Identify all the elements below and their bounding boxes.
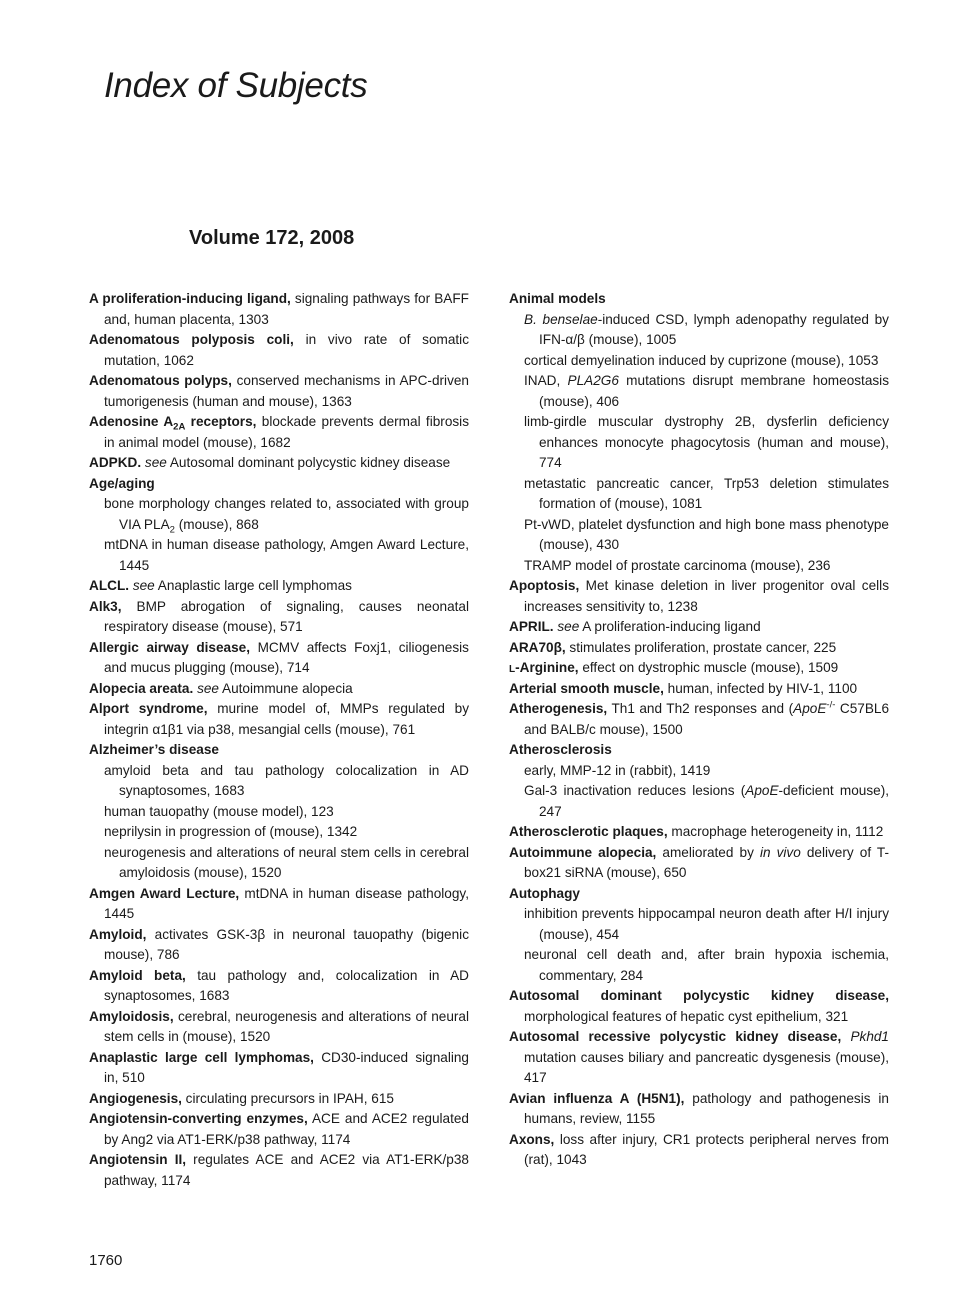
index-term: Apoptosis, [509,578,580,593]
index-entry [509,576,889,617]
index-entry [509,1089,889,1130]
index-entry [89,576,469,597]
index-entry [89,474,469,495]
index-subentry [89,494,469,535]
index-term: Adenosine A [89,414,174,429]
entry-text: Autoimmune alopecia [218,680,353,696]
subentry-text: human tauopathy (mouse model), 123 [104,803,334,819]
entry-text-suffix: delivery of T-box21 siRNA (mouse), 650 [524,844,889,880]
index-entry [89,740,469,761]
entry-text-suffix: mutation causes biliary and pancreatic dysgenesis (mouse), 417 [524,1049,889,1085]
index-term: Alk3, [89,598,122,614]
index-term: Angiotensin II, [89,1152,187,1167]
index-subentry [509,556,889,577]
index-term: ADPKD. [89,455,142,470]
index-term: Adenomatous polyposis coli, [89,332,294,347]
term-subscript: 2A [173,421,186,433]
index-subentry [89,843,469,884]
index-entry [509,843,889,884]
page-title: Index of Subjects [104,66,368,105]
see-reference: see [132,578,155,593]
page-number: 1760 [89,1252,123,1269]
entry-text: ACE and ACE2 regulated by Ang2 via AT1-ERK/p38 pathway, 1174 [104,1111,469,1147]
volume-heading: Volume 172, 2008 [189,227,355,249]
index-term: ARA70β, [509,639,566,655]
entry-text: A proliferation-inducing ligand [579,619,761,634]
entry-text: human, infected by HIV-1, 1100 [663,680,858,696]
index-entry [509,679,889,700]
index-term-prefix: l [509,660,516,675]
index-subentry [89,802,469,823]
index-entry [509,822,889,843]
index-term: Autosomal dominant polycystic kidney disease, [509,988,889,1003]
entry-text: in vivo rate of somatic mutation, 1062 [104,332,470,368]
subentry-text: amyloid beta and tau pathology colocalization in AD synaptosomes, 1683 [104,762,469,798]
index-entry [89,289,469,330]
index-term: Angiotensin-converting enzymes, [89,1111,308,1126]
entry-text: Th1 and Th2 responses and ( [607,701,794,716]
index-term: -Arginine, [515,660,579,675]
subentry-text: bone morphology changes related to, associated with group VIA PLA [104,496,469,532]
index-entry [89,1109,469,1150]
index-entry [509,289,889,310]
entry-text: activates GSK-3β in neuronal tauopathy (bigenic mouse), 786 [104,926,469,962]
index-entry [89,1089,469,1110]
entry-text: pathology and pathogenesis in humans, review, 1155 [524,1090,889,1126]
entry-italic: in vivo [759,844,801,860]
entry-text: Autosomal dominant polycystic kidney disease [166,455,451,470]
index-subentry [509,781,889,822]
index-entry [89,884,469,925]
entry-text: loss after injury, CR1 protects peripheral nerves from (rat), 1043 [524,1131,889,1167]
index-term: Adenomatous polyps, [89,373,232,388]
entry-text: morphological features of hepatic cyst epithelium, 321 [524,1008,849,1024]
index-entry [509,740,889,761]
index-term: Alzheimer’s disease [89,742,219,757]
see-reference: see [197,680,219,696]
index-entry [89,330,469,371]
index-entry [89,679,469,700]
subentry-text: inhibition prevents hippocampal neuron death after H/I injury (mouse), 454 [524,906,889,942]
index-entry [89,1007,469,1048]
index-entry [509,617,889,638]
index-subentry [509,351,889,372]
index-subentry [509,515,889,556]
entry-text: Met kinase deletion in liver progenitor oval cells increases sensitivity to, 1238 [524,578,889,614]
index-entry [89,371,469,412]
entry-text: CD30-induced signaling in, 510 [104,1049,469,1085]
index-subentry [509,371,889,412]
subentry-text: early, MMP-12 in (rabbit), 1419 [524,762,711,778]
index-entry [89,638,469,679]
index-subentry [509,761,889,782]
index-subentry [509,310,889,351]
index-term: A proliferation-inducing ligand, [89,291,291,306]
see-reference: see [557,619,580,634]
index-term: Amyloidosis, [89,1008,174,1024]
index-entry [89,453,469,474]
subentry-prefix: Gal-3 inactivation reduces lesions ( [524,783,746,798]
index-entry [509,699,889,740]
index-term: Atherosclerotic plaques, [509,824,668,839]
subentry-text: cortical demyelination induced by cuprizone (mouse), 1053 [524,352,879,368]
subentry-text: -induced CSD, lymph adenopathy regulated by IFN-α/β (mouse), 1005 [539,311,889,347]
index-subentry [509,412,889,474]
subentry-text: mutations disrupt membrane homeostasis (mouse), 406 [539,373,890,409]
index-term: Angiogenesis, [89,1090,182,1106]
entry-text-suffix: C57BL6 and BALB/c mouse), 1500 [524,701,890,737]
index-subentry [89,535,469,576]
index-entry [89,412,469,453]
entry-text: cerebral, neurogenesis and alterations of neural stem cells in (mouse), 1520 [104,1008,469,1044]
index-term: Atherosclerosis [509,742,612,757]
subentry-italic: PLA2G6 [567,373,619,388]
index-subentry [509,945,889,986]
index-term: Anaplastic large cell lymphomas, [89,1049,314,1065]
subentry-text: neurogenesis and alterations of neural stem cells in cerebral amyloidosis (mouse), 1520 [104,844,469,880]
entry-text: Anaplastic large cell lymphomas [154,578,352,593]
entry-text: ameliorated by [656,844,760,860]
subentry-italic: B. benselae [524,311,598,327]
subentry-text: -deficient mouse), 247 [539,783,889,819]
entry-text: conserved mechanisms in APC-driven tumorigenesis (human and mouse), 1363 [104,373,469,409]
entry-text: macrophage heterogeneity in, 1112 [667,824,884,839]
entry-text: MCMV affects Foxj1, ciliogenesis and mucus plugging (mouse), 714 [104,639,469,675]
entry-text: signaling pathways for BAFF and, human placenta, 1303 [104,291,469,327]
index-term: Alport syndrome, [89,701,208,716]
see-reference: see [144,455,167,470]
subentry-text: mtDNA in human disease pathology, Amgen Award Lecture, 1445 [104,537,469,573]
index-term: Atherogenesis, [509,701,608,716]
entry-text: circulating precursors in IPAH, 615 [181,1090,394,1106]
index-term: Alopecia areata. [89,680,194,696]
index-entry [509,658,889,679]
index-term: Autosomal recessive polycystic kidney disease, [509,1029,842,1044]
subentry-prefix: INAD, [524,373,568,388]
entry-text: regulates ACE and ACE2 via AT1-ERK/p38 pathway, 1174 [104,1152,469,1188]
subentry-italic: ApoE [745,783,779,798]
index-subentry [89,761,469,802]
index-term-suffix: receptors, [185,414,257,429]
index-term: Avian influenza A (H5N1), [509,1090,685,1106]
index-term: Age/aging [89,475,155,491]
index-entry [89,699,469,740]
index-subentry [509,904,889,945]
index-entry [509,884,889,905]
index-term: APRIL. [509,619,554,634]
index-term: ALCL. [89,578,130,593]
entry-italic: Pkhd1 [850,1029,889,1044]
entry-text: tau pathology and, colocalization in AD synaptosomes, 1683 [104,967,469,1003]
index-term: Axons, [509,1131,555,1147]
index-entry [509,1027,889,1089]
subentry-text: neprilysin in progression of (mouse), 1342 [104,824,358,839]
entry-text: mtDNA in human disease pathology, 1445 [104,885,469,921]
subentry-text-suffix: (mouse), 868 [174,516,259,532]
subentry-text: Pt-vWD, platelet dysfunction and high bone mass phenotype (mouse), 430 [524,516,889,552]
entry-text: BMP abrogation of signaling, causes neonatal respiratory disease (mouse), 571 [104,598,469,634]
index-subentry [509,474,889,515]
index-entry [89,1150,469,1191]
index-entry [89,1048,469,1089]
entry-superscript: -/- [826,699,836,711]
entry-text: murine model of, MMPs regulated by integrin α1β1 via p38, mesangial cells (mouse), 761 [104,701,469,737]
subentry-text: limb-girdle muscular dystrophy 2B, dysferlin deficiency enhances monocyte phagocytosis (human and mouse), 774 [524,414,889,470]
index-column-left [89,289,469,1191]
index-term: Amgen Award Lecture, [89,885,240,901]
index-term: Arterial smooth muscle, [509,680,664,696]
index-term: Animal models [509,291,606,306]
index-subentry [89,822,469,843]
index-entry [509,638,889,659]
subentry-text: TRAMP model of prostate carcinoma (mouse), 236 [524,557,831,573]
index-entry [89,597,469,638]
index-entry [89,966,469,1007]
entry-text: effect on dystrophic muscle (mouse), 1509 [578,660,839,675]
subentry-text: metastatic pancreatic cancer, Trp53 deletion stimulates formation of (mouse), 1081 [524,475,889,511]
index-term: Autoimmune alopecia, [509,844,657,860]
subentry-text: neuronal cell death and, after brain hypoxia ischemia, commentary, 284 [524,947,889,983]
entry-text: blockade prevents dermal fibrosis in animal model (mouse), 1682 [104,414,469,450]
index-column-right [509,289,889,1171]
index-term: Amyloid, [89,926,147,942]
index-entry [509,986,889,1027]
index-term: Autophagy [509,885,580,901]
index-term: Amyloid beta, [89,967,186,983]
entry-text: stimulates proliferation, prostate cancer, 225 [565,639,837,655]
index-entry [509,1130,889,1171]
index-term: Allergic airway disease, [89,639,251,655]
index-entry [89,925,469,966]
subentry-subscript: 2 [169,524,175,536]
entry-italic: ApoE [793,701,827,716]
